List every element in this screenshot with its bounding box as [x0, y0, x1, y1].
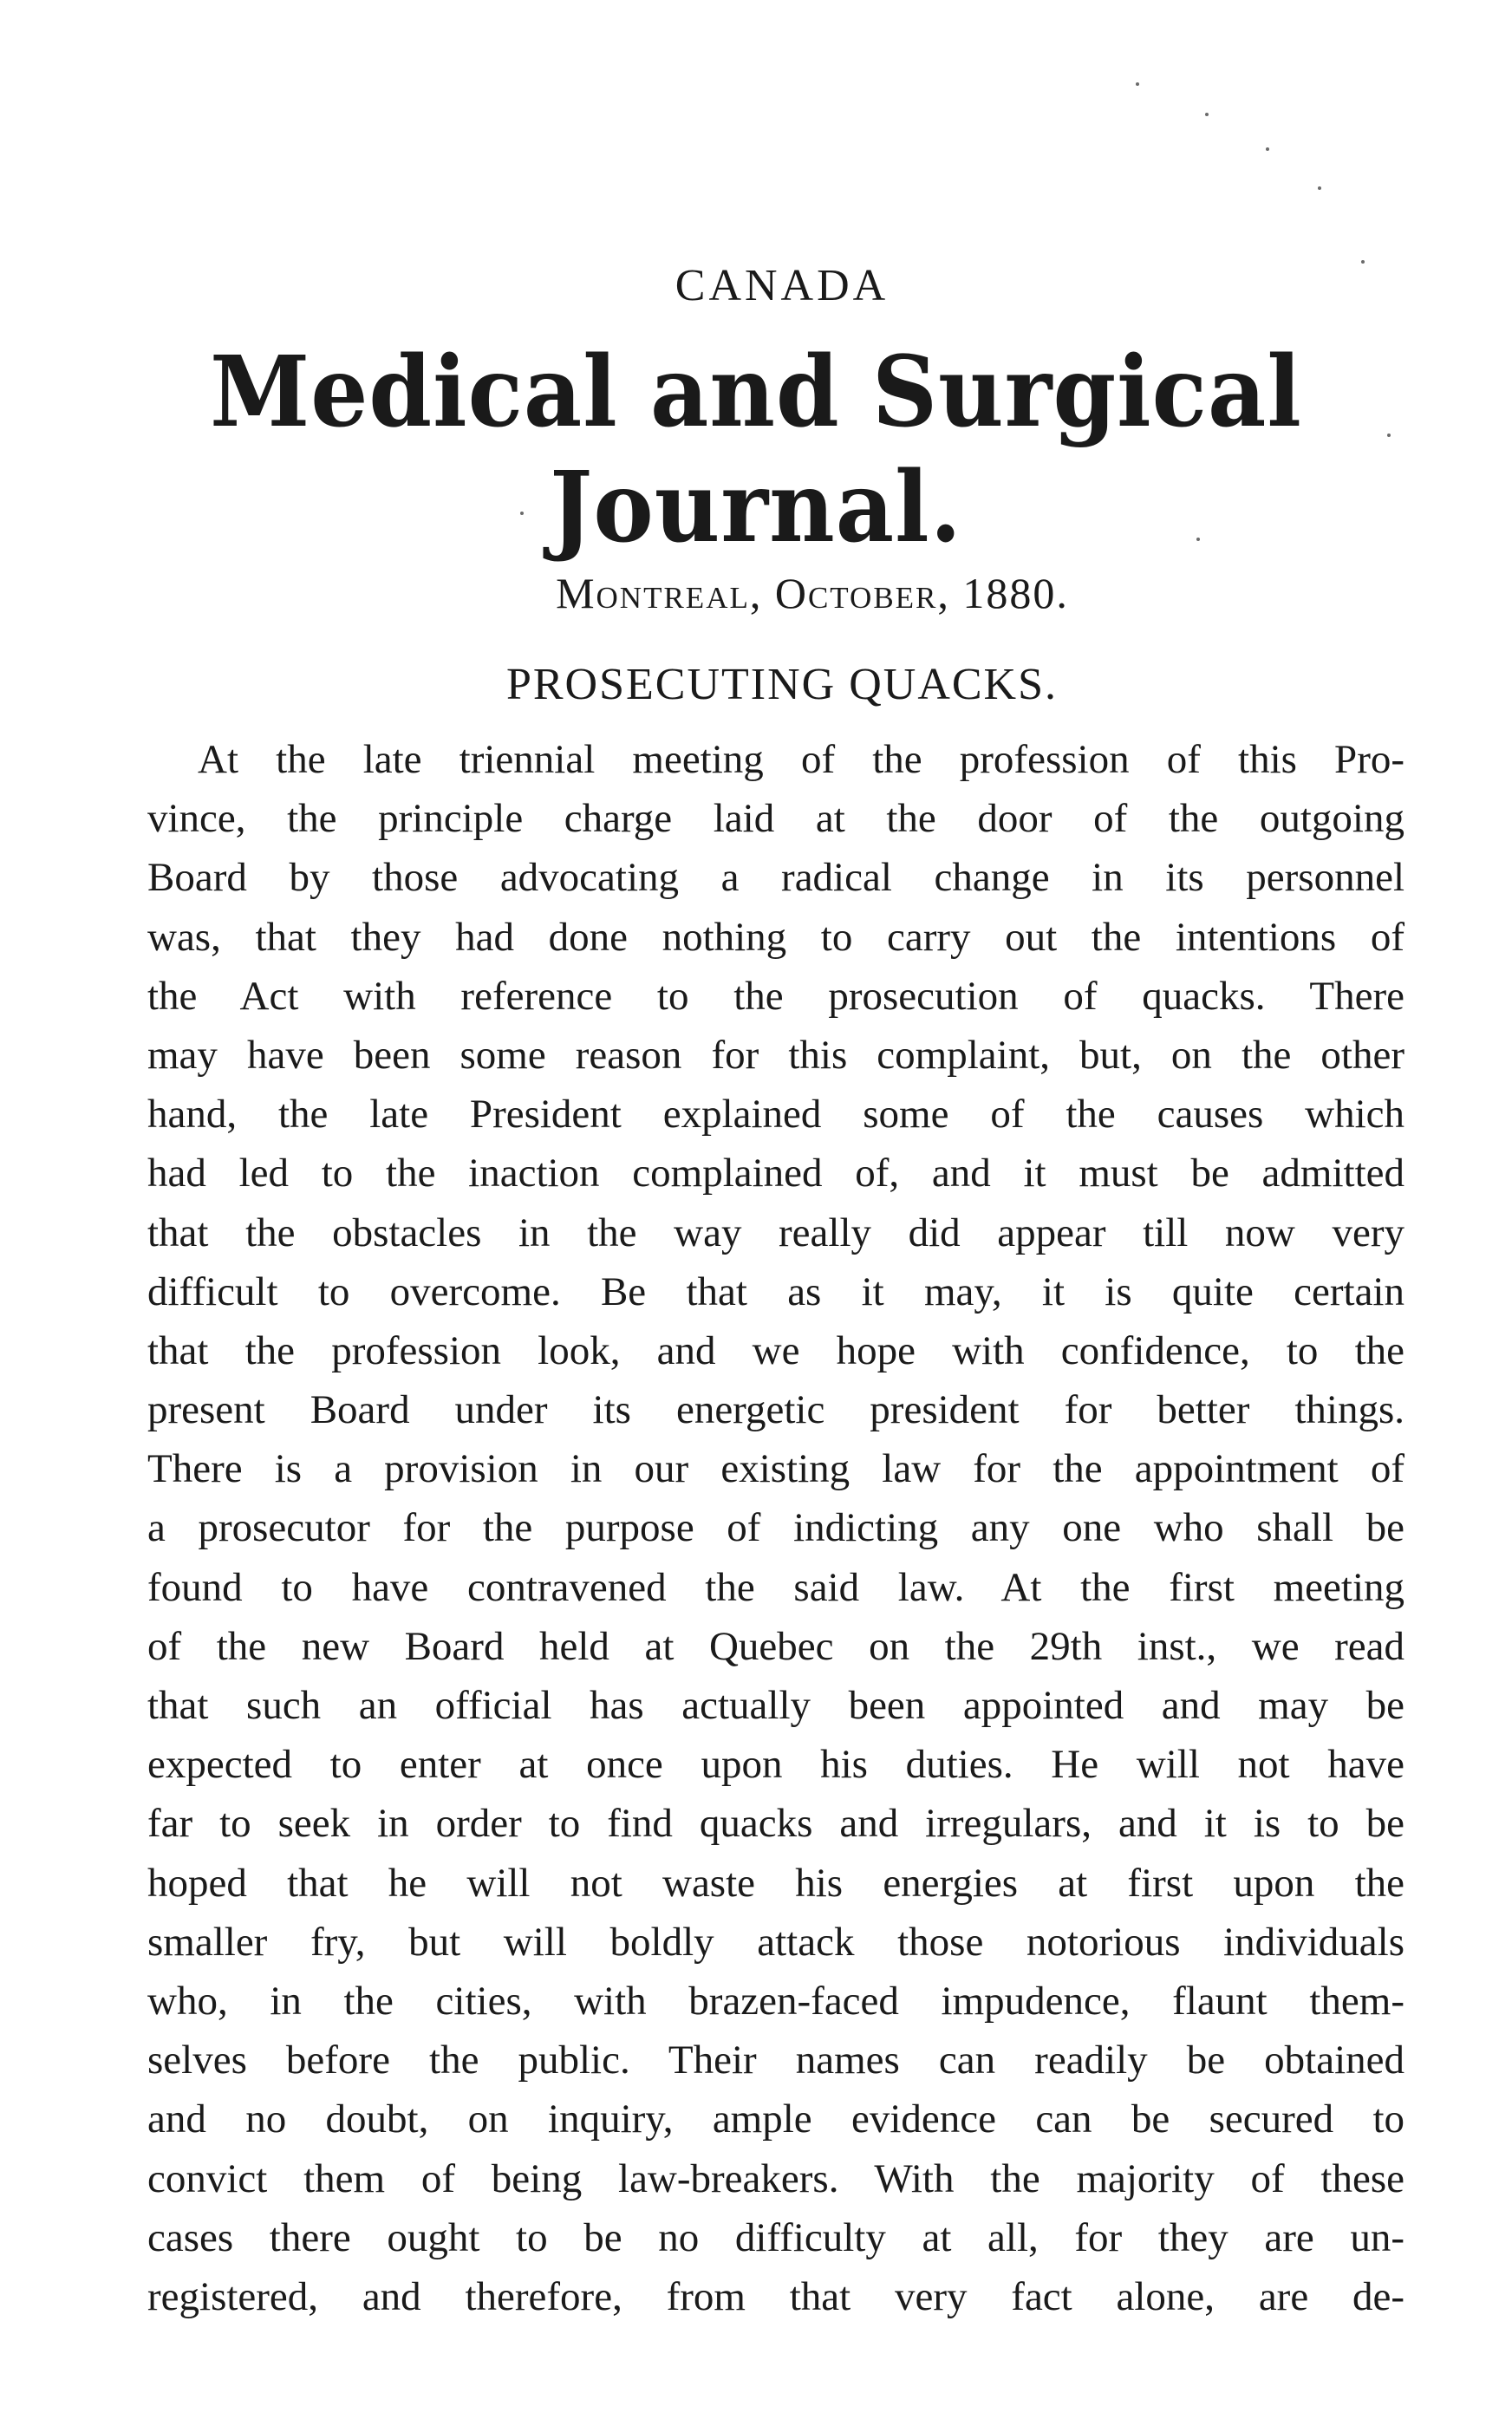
- article-title: PROSECUTING QUACKS.: [505, 660, 1059, 709]
- print-speck: [1136, 82, 1139, 86]
- body-line: far to seek in order to find quacks and irregulars, and it is to be: [147, 1801, 1404, 1847]
- body-line: had led to the inaction complained of, and it must be admitted: [147, 1151, 1404, 1196]
- masthead-kicker: CANADA: [675, 261, 890, 310]
- body-line: vince, the principle charge laid at the door of the outgoing: [147, 796, 1404, 842]
- print-speck: [1266, 147, 1269, 151]
- body-line: Board by those advocating a radical change in its personnel: [147, 855, 1404, 901]
- print-speck: [1196, 538, 1200, 541]
- body-line: convict them of being law-breakers. With the majority of these: [147, 2155, 1404, 2201]
- print-speck: [520, 512, 524, 515]
- body-line: smaller fry, but will boldly attack those notorious individuals: [147, 1919, 1404, 1965]
- body-line: that such an official has actually been appointed and may be: [147, 1683, 1404, 1728]
- print-speck: [1318, 186, 1321, 190]
- masthead-title: Medical and Surgical Journal.: [210, 334, 1302, 564]
- body-line: found to have contravened the said law. At the first meeting: [147, 1564, 1404, 1610]
- print-speck: [1205, 113, 1209, 116]
- article-body: [147, 730, 1404, 2326]
- body-line: difficult to overcome. Be that as it may, it is quite certain: [147, 1268, 1404, 1314]
- body-line: hoped that he will not waste his energies at first upon the: [147, 1860, 1404, 1906]
- body-line: and no doubt, on inquiry, ample evidence can be secured to: [147, 2096, 1404, 2142]
- body-line: registered, and therefore, from that very fact alone, are de-: [147, 2273, 1404, 2319]
- body-line: At the late triennial meeting of the profession of this Pro-: [198, 737, 1404, 782]
- print-speck: [1387, 434, 1391, 437]
- body-line: selves before the public. Their names can readily be obtained: [147, 2038, 1404, 2083]
- body-line: of the new Board held at Quebec on the 29th inst., we read: [147, 1623, 1404, 1669]
- print-speck: [1361, 260, 1365, 264]
- dateline: Montreal, October, 1880.: [556, 569, 1069, 617]
- body-line: the Act with reference to the prosecution of quacks. There: [147, 973, 1404, 1019]
- body-line: that the obstacles in the way really did appear till now very: [147, 1210, 1404, 1255]
- body-line: cases there ought to be no difficulty at all, for they are un-: [147, 2214, 1404, 2260]
- body-line: may have been some reason for this complaint, but, on the other: [147, 1032, 1404, 1078]
- body-line: present Board under its energetic president for better things.: [147, 1387, 1404, 1433]
- body-line: who, in the cities, with brazen-faced impudence, flaunt them-: [147, 1978, 1404, 2024]
- body-line: There is a provision in our existing law for the appointment of: [147, 1446, 1404, 1492]
- body-line: a prosecutor for the purpose of indicting any one who shall be: [147, 1505, 1404, 1551]
- body-line: expected to enter at once upon his duties. He will not have: [147, 1742, 1404, 1788]
- body-line: hand, the late President explained some of the causes which: [147, 1092, 1404, 1138]
- body-line: was, that they had done nothing to carry out the intentions of: [147, 914, 1404, 960]
- body-line: that the profession look, and we hope with confidence, to the: [147, 1327, 1404, 1373]
